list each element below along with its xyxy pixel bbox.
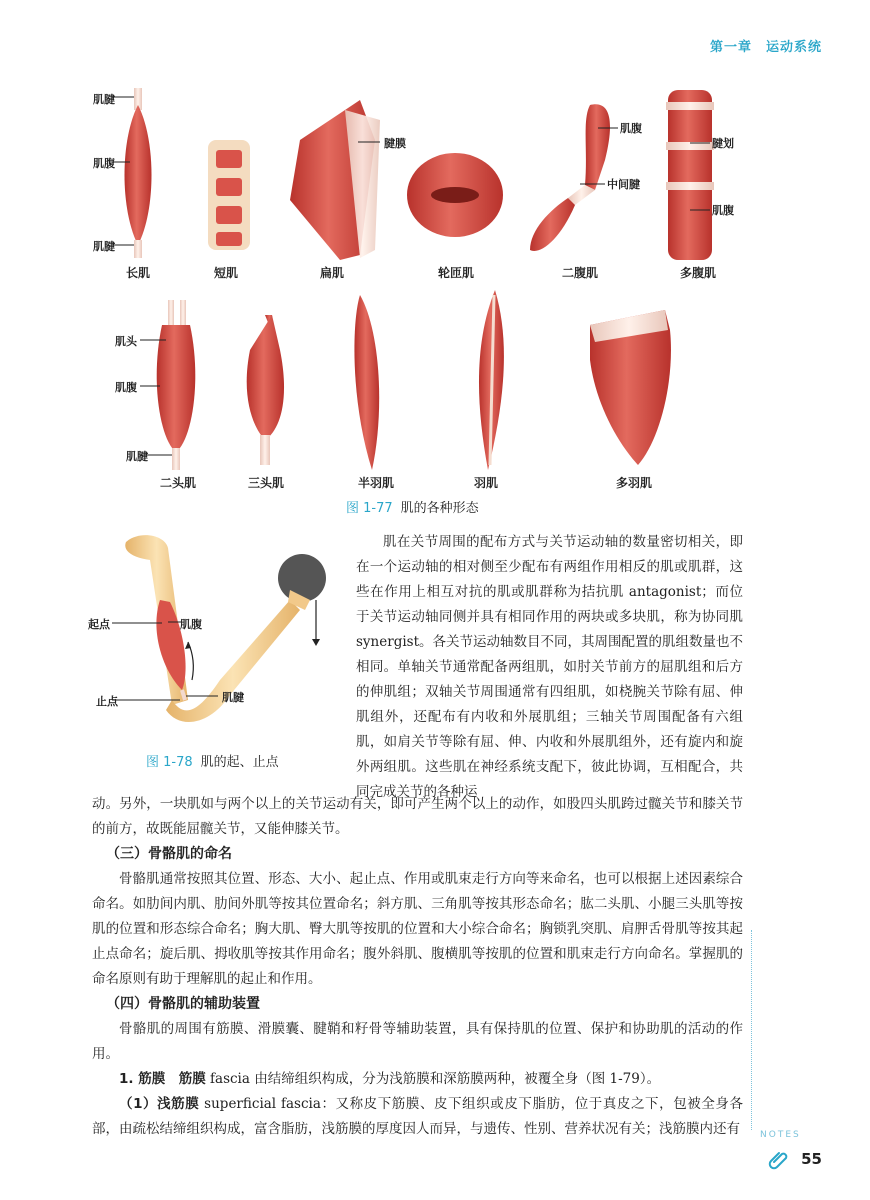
label-fig78-belly: 肌腹 bbox=[180, 618, 202, 631]
label-head: 肌头 bbox=[115, 335, 137, 348]
chapter-header: 第一章 运动系统 bbox=[709, 40, 822, 55]
notes-label: NOTES bbox=[760, 1130, 801, 1140]
label-tendinous-intersection: 腱划 bbox=[712, 137, 734, 150]
name-unipennate: 半羽肌 bbox=[357, 476, 394, 490]
notes-margin-line bbox=[751, 930, 752, 1130]
paperclip-icon bbox=[768, 1148, 790, 1170]
section-heading-accessory: （四）骨骼肌的辅助装置 bbox=[106, 996, 260, 1012]
label-fig78-tendon: 肌腱 bbox=[222, 691, 244, 704]
long-muscle-drawing bbox=[125, 88, 152, 258]
label-biceps-belly: 肌腹 bbox=[115, 381, 137, 394]
short-muscle-drawing bbox=[208, 140, 250, 250]
main-text-block bbox=[92, 792, 743, 1142]
name-triceps: 三头肌 bbox=[247, 476, 284, 490]
label-intermediate-tendon: 中间腱 bbox=[607, 178, 640, 191]
bipennate-drawing bbox=[479, 290, 504, 470]
triceps-drawing bbox=[247, 315, 284, 465]
paragraph-naming: 骨骼肌通常按照其位置、形态、大小、起止点、作用或肌束走行方向等来命名，也可以根据上述因素综合命名。如肋间内肌、肋间外肌等按其位置命名；斜方肌、三角肌等按其形态命名；肱二头肌、小腿三头肌等按肌的位置和形态综合命名；胸大肌、臀大肌等按肌的位置和大小综合命名；胸锁乳突肌、肩胛舌骨肌等按其起止点命名；旋后肌、拇收肌等按其作用命名；腹外斜肌、腹横肌等按肌的位置和肌束走行方向命名。掌握肌的命名原则有助于理解肌的起止和作用。 bbox=[92, 871, 743, 987]
digastric-muscle-drawing bbox=[530, 104, 610, 251]
label-tendon-bottom: 肌腱 bbox=[93, 240, 115, 253]
paragraph-fascia bbox=[92, 1067, 743, 1092]
name-long-muscle: 长肌 bbox=[125, 266, 150, 280]
multipennate-drawing bbox=[590, 310, 671, 465]
figure-1-77-caption bbox=[346, 497, 479, 516]
page-number: 55 bbox=[801, 1150, 822, 1168]
fascia-text: fascia 由结缔组织构成，分为浅筋膜和深筋膜两种，被覆全身（图 1-79）。 bbox=[205, 1071, 661, 1087]
caption-text: 肌的各种形态 bbox=[400, 501, 479, 516]
flat-muscle-drawing bbox=[290, 100, 380, 260]
figure-1-78-caption bbox=[146, 751, 279, 770]
label-aponeurosis: 腱膜 bbox=[384, 137, 406, 150]
fascia-heading: 1. 筋膜 bbox=[119, 1071, 166, 1087]
label-tendon-top: 肌腱 bbox=[93, 93, 115, 106]
name-orbicular-muscle: 轮匝肌 bbox=[437, 266, 474, 280]
fascia-term: 筋膜 bbox=[178, 1071, 206, 1087]
paragraph-antagonist bbox=[356, 530, 743, 805]
biceps-drawing bbox=[157, 300, 196, 470]
name-biceps: 二头肌 bbox=[159, 476, 196, 490]
caption-number: 图 1-78 bbox=[146, 755, 193, 770]
caption-text: 肌的起、止点 bbox=[200, 755, 279, 770]
label-belly: 肌腹 bbox=[93, 157, 115, 170]
figure-1-77-illustration bbox=[90, 80, 770, 490]
caption-number: 图 1-77 bbox=[346, 501, 393, 516]
paragraph-text: 肌在关节周围的配布方式与关节运动轴的数量密切相关，即在一个运动轴的相对侧至少配布有两组作用相反的肌或肌群，这些在作用上相互对抗的肌或肌群称为拮抗肌 antagonist；而位于关节运动轴同侧并具有相同作用的两块或多块肌，称为协同肌 synergist。各关节运动轴数目不同，其周围配置的肌组数量也不相同。单轴关节通常配备两组肌，如肘关节前方的屈肌组和后方的伸肌组；双轴关节周围通常有四组肌，如桡腕关节除有屈、伸肌组外，还配布有内收和外展肌组；三轴关节周围配备有六组肌，如肩关节等除有屈、伸、内收和外展肌组外，还有旋内和旋外两组肌。这些肌在神经系统支配下，彼此协调，互相配合，共同完成关节的各种运 bbox=[356, 534, 744, 800]
name-digastric-muscle: 二腹肌 bbox=[561, 266, 598, 280]
name-bipennate: 羽肌 bbox=[473, 476, 498, 490]
label-digastric-belly: 肌腹 bbox=[620, 122, 642, 135]
unipennate-drawing bbox=[354, 295, 379, 470]
name-multipennate: 多羽肌 bbox=[615, 476, 652, 490]
paragraph-superficial-fascia bbox=[92, 1092, 743, 1142]
multi-belly-muscle-drawing bbox=[666, 90, 714, 260]
section-heading-naming: （三）骨骼肌的命名 bbox=[106, 846, 232, 862]
label-biceps-tendon: 肌腱 bbox=[126, 450, 148, 463]
orbicular-muscle-drawing bbox=[407, 153, 503, 237]
name-flat-muscle: 扁肌 bbox=[319, 266, 344, 280]
name-multi-belly-muscle: 多腹肌 bbox=[679, 266, 716, 280]
paragraph-accessory: 骨骼肌的周围有筋膜、滑膜囊、腱鞘和籽骨等辅助装置，具有保持肌的位置、保护和协助肌的活动的作用。 bbox=[92, 1021, 743, 1062]
superficial-fascia-text: superficial fascia：又称皮下筋膜、皮下组织或皮下脂肪，位于真皮之下，包被全身各部，由疏松结缔组织构成，富含脂肪，浅筋膜的厚度因人而异，与遗传、性别、营养状况有关；浅筋膜内还有 bbox=[92, 1096, 743, 1137]
paragraph-continuation: 动。另外，一块肌如与两个以上的关节运动有关，即可产生两个以上的动作，如股四头肌跨过髋关节和膝关节的前方，故既能屈髋关节，又能伸膝关节。 bbox=[92, 796, 743, 837]
superficial-fascia-heading: （1）浅筋膜 bbox=[119, 1096, 200, 1112]
label-multi-belly: 肌腹 bbox=[712, 204, 734, 217]
label-insertion: 止点 bbox=[96, 695, 118, 708]
label-origin: 起点 bbox=[88, 618, 110, 631]
name-short-muscle: 短肌 bbox=[213, 266, 238, 280]
figure-1-78-illustration bbox=[90, 530, 350, 740]
